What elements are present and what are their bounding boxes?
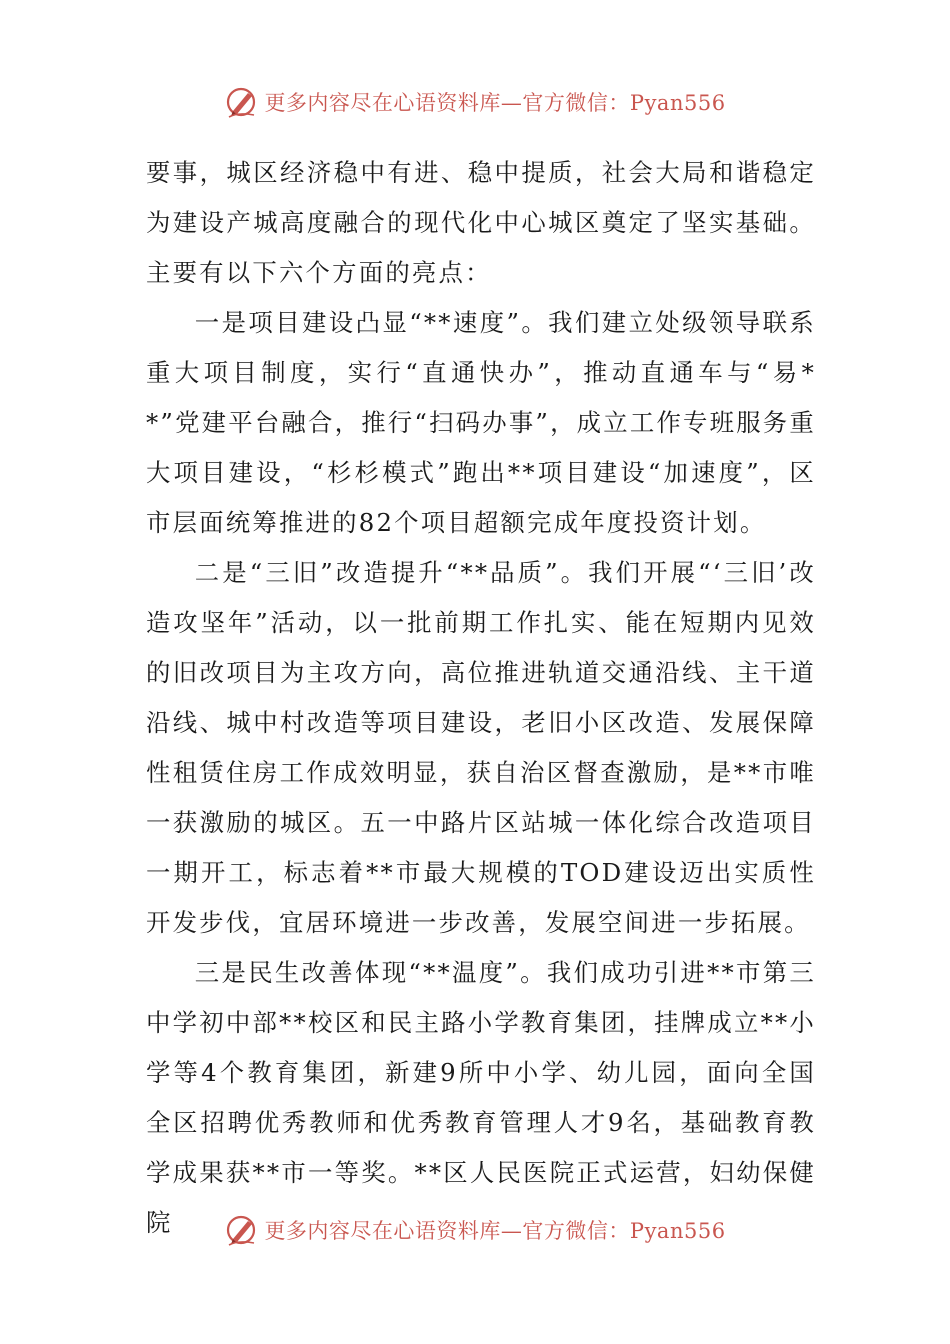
document-body bbox=[146, 148, 816, 1248]
paragraph-renovation-quality: 二是“三旧”改造提升“**品质”。我们开展“‘三旧’改造攻坚年”活动，以一批前期工作扎实、能在短期内见效的旧改项目为主攻方向，高位推进轨道交通沿线、主干道沿线、城中村改造等项目建设，老旧小区改造、发展保障性租赁住房工作成效明显，获自治区督查激励，是**市唯一获激励的城区。五一中路片区站城一体化综合改造项目一期开工，标志着**市最大规模的TOD建设迈出实质性开发步伐，宜居环境进一步改善，发展空间进一步拓展。 bbox=[146, 558, 816, 937]
footer-watermark-banner bbox=[0, 1208, 950, 1252]
banner-text: 更多内容尽在心语资料库—官方微信：Pyan556 bbox=[264, 91, 726, 115]
header-watermark-banner bbox=[0, 80, 950, 124]
pen-logo-icon bbox=[224, 84, 260, 120]
paragraph-project-speed: 一是项目建设凸显“**速度”。我们建立处级领导联系重大项目制度，实行“直通快办”，推动直通车与“易**”党建平台融合，推行“扫码办事”，成立工作专班服务重大项目建设，“杉杉模式”跑出**项目建设“加速度”，区市层面统筹推进的82个项目超额完成年度投资计划。 bbox=[146, 308, 816, 537]
banner-text: 更多内容尽在心语资料库—官方微信：Pyan556 bbox=[264, 1219, 726, 1243]
paragraph-livelihood-warmth: 三是民生改善体现“**温度”。我们成功引进**市第三中学初中部**校区和民主路小学教育集团，挂牌成立**小学等4个教育集团，新建9所中小学、幼儿园，面向全国全区招聘优秀教师和优秀教育管理人才9名，基础教育教学成果获**市一等奖。**区人民医院正式运营，妇幼保健院 bbox=[146, 958, 816, 1237]
paragraph-intro: 要事，城区经济稳中有进、稳中提质，社会大局和谐稳定为建设产城高度融合的现代化中心城区奠定了坚实基础。主要有以下六个方面的亮点： bbox=[146, 158, 816, 287]
pen-logo-icon bbox=[224, 1212, 260, 1248]
